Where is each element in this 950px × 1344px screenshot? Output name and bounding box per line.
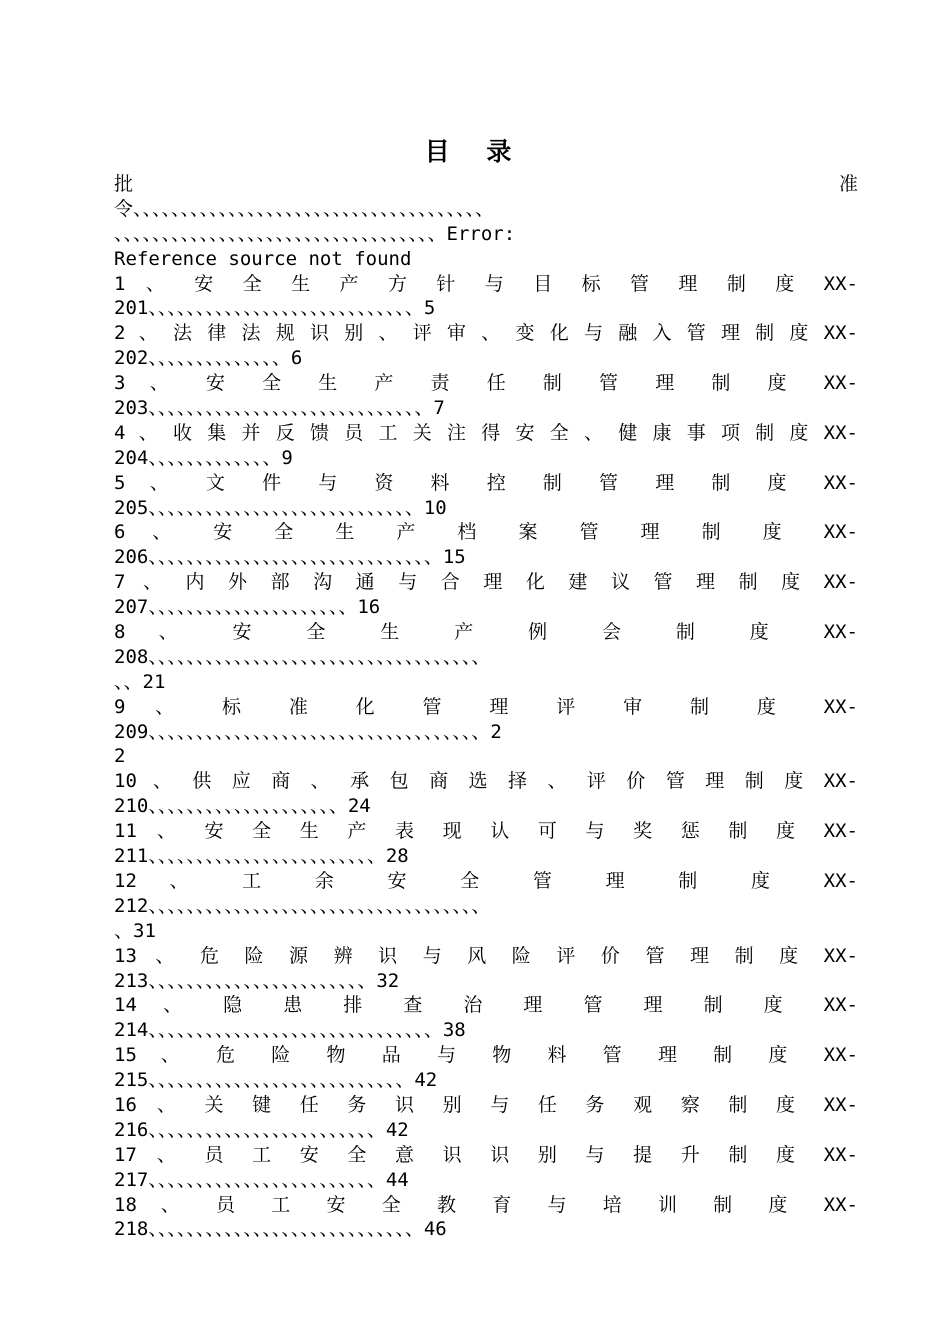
toc-entry-18[interactable]: 18 、 员 工 安 全 教 育 与 培 训 制 度 XX- bbox=[114, 1193, 858, 1216]
toc-entry-16[interactable]: 16 、 关 键 任 务 识 别 与 任 务 观 察 制 度 XX- bbox=[114, 1093, 858, 1116]
toc-entry-14[interactable]: 14 、 隐 患 排 查 治 理 管 理 制 度 XX- bbox=[114, 994, 858, 1017]
toc-entry-approval-head: 批 准 bbox=[114, 173, 858, 195]
toc-entry-11[interactable]: 11 、 安 全 生 产 表 现 认 可 与 奖 惩 制 度 XX- bbox=[114, 820, 858, 843]
toc-entry-7[interactable]: 7 、 内 外 部 沟 通 与 合 理 化 建 议 管 理 制 度 XX- bbox=[114, 571, 858, 594]
toc-entry-2[interactable]: 2 、 法 律 法 规 识 别 、 评 审 、 变 化 与 融 入 管 理 制 度 XX- bbox=[114, 322, 858, 345]
toc-entry-9[interactable]: 9 、 标 准 化 管 理 评 审 制 度 XX- bbox=[114, 695, 858, 718]
toc-entry-15[interactable]: 15 、 危 险 物 品 与 物 料 管 理 制 度 XX- bbox=[114, 1044, 858, 1067]
toc-entry-10[interactable]: 10 、 供 应 商 、 承 包 商 选 择 、 评 价 管 理 制 度 XX- bbox=[114, 770, 858, 793]
toc-entry-6[interactable]: 6 、 安 全 生 产 档 案 管 理 制 度 XX- bbox=[114, 521, 858, 544]
toc-entry-8[interactable]: 8 、 安 全 生 产 例 会 制 度 XX- bbox=[114, 621, 858, 644]
toc-entry-13[interactable]: 13 、 危 险 源 辨 识 与 风 险 评 价 管 理 制 度 XX- bbox=[114, 944, 858, 967]
toc-entry-1[interactable]: 1 、 安 全 生 产 方 针 与 目 标 管 理 制 度 XX- bbox=[114, 272, 858, 295]
table-of-contents: 批 准 令、、、、、、、、、、、、、、、、、、、、、、、、、、、、、、、、、、、、、 、、、、、、、、、、、、、、、、、、、、、、、、、、、、、、、、、、Error: Reference source not found 1 、 安 全 生 产 方 针 与 目 标 管 理 制 度 XX- 201、、、、、、、、、、、、、、、、、、、、、、、、、、、、5 2 、 法 律 法 规 识 别 、 评 审 、 变 化 与 融 入 管 理 制 度 XX- 202、、、、、、、、、、、、、、6 3 、 安 全 生 产 责 任 制 管 理 制 度 XX- 203、、、、、、、、、、、、、、、、、、、、、、、、、、、、、7 4 、 收 集 并 反 馈 员 工 关 注 得 安 全 、 健 康 事 项 制 度 XX- 204、、、、、、、、、、、、、9 5 、 文 件 与 资 料 控 制 管 理 制 度 XX- 205、、、、、、、、、、、、、、、、、、、、、、、、、、、、10 6 、 安 全 生 产 档 案 管 理 制 度 XX- 206、、、、、、、、、、、、、、、、、、、、、、、、、、、、、、15 7 、 内 外 部 沟 通 与 合 理 化 建 议 管 理 制 度 XX- 207、、、、、、、、、、、、、、、、、、、、、16 8 、 安 全 生 产 例 会 制 度 XX- 208、、、、、、、、、、、、、、、、、、、、、、、、、、、、、、、、、、、 、、21 9 、 标 准 化 管 理 评 审 制 度 XX- 209、、、、、、、、、、、、、、、、、、、、、、、、、、、、、、、、、、、2 2 10 、 供 应 商 、 承 包 商 选 择 、 评 价 管 理 制 度 XX- 210、、、、、、、、、、、、、、、、、、、、24 11 、 安 全 生 产 表 现 认 可 与 奖 惩 制 度 XX- 211、、、、、、、、、、、、、、、、、、、、、、、、28 12 、 工 余 安 全 管 理 制 度 XX- 212、、、、、、、、、、、、、、、、、、、、、、、、、、、、、、、、、、、 、31 13 、 危 险 源 辨 识 与 风 险 评 价 管 理 制 度 XX- 213、、、、、、、、、、、、、、、、、、、、、、、32 14 、 隐 患 排 查 治 理 管 理 制 度 XX- 214、、、、、、、、、、、、、、、、、、、、、、、、、、、、、、38 15 、 危 险 物 品 与 物 料 管 理 制 度 XX- 215、、、、、、、、、、、、、、、、、、、、、、、、、、、42 16 、 关 键 任 务 识 别 与 任 务 观 察 制 度 XX- 216、、、、、、、、、、、、、、、、、、、、、、、、42 17 、 员 工 安 全 意 识 识 别 与 提 升 制 度 XX- 217、、、、、、、、、、、、、、、、、、、、、、、、44 18 、 员 工 安 全 教 育 与 培 训 制 度 XX- 218、、、、、、、、、、、、、、、、、、、、、、、、、、、、46 bbox=[114, 173, 858, 1241]
toc-entry-approval-error: Reference source not found bbox=[114, 247, 412, 270]
toc-entry-3[interactable]: 3 、 安 全 生 产 责 任 制 管 理 制 度 XX- bbox=[114, 372, 858, 395]
toc-entry-12[interactable]: 12 、 工 余 安 全 管 理 制 度 XX- bbox=[114, 869, 858, 892]
page-title: 目 录 bbox=[424, 137, 526, 166]
toc-entry-approval-cont2: 、、、、、、、、、、、、、、、、、、、、、、、、、、、、、、、、、、Error: bbox=[114, 222, 516, 245]
toc-entry-5[interactable]: 5 、 文 件 与 资 料 控 制 管 理 制 度 XX- bbox=[114, 471, 858, 494]
toc-entry-approval-cont: 令、、、、、、、、、、、、、、、、、、、、、、、、、、、、、、、、、、、、、 bbox=[114, 197, 495, 220]
toc-entry-4[interactable]: 4 、 收 集 并 反 馈 员 工 关 注 得 安 全 、 健 康 事 项 制 度 XX- bbox=[114, 421, 858, 444]
toc-entry-17[interactable]: 17 、 员 工 安 全 意 识 识 别 与 提 升 制 度 XX- bbox=[114, 1143, 858, 1166]
